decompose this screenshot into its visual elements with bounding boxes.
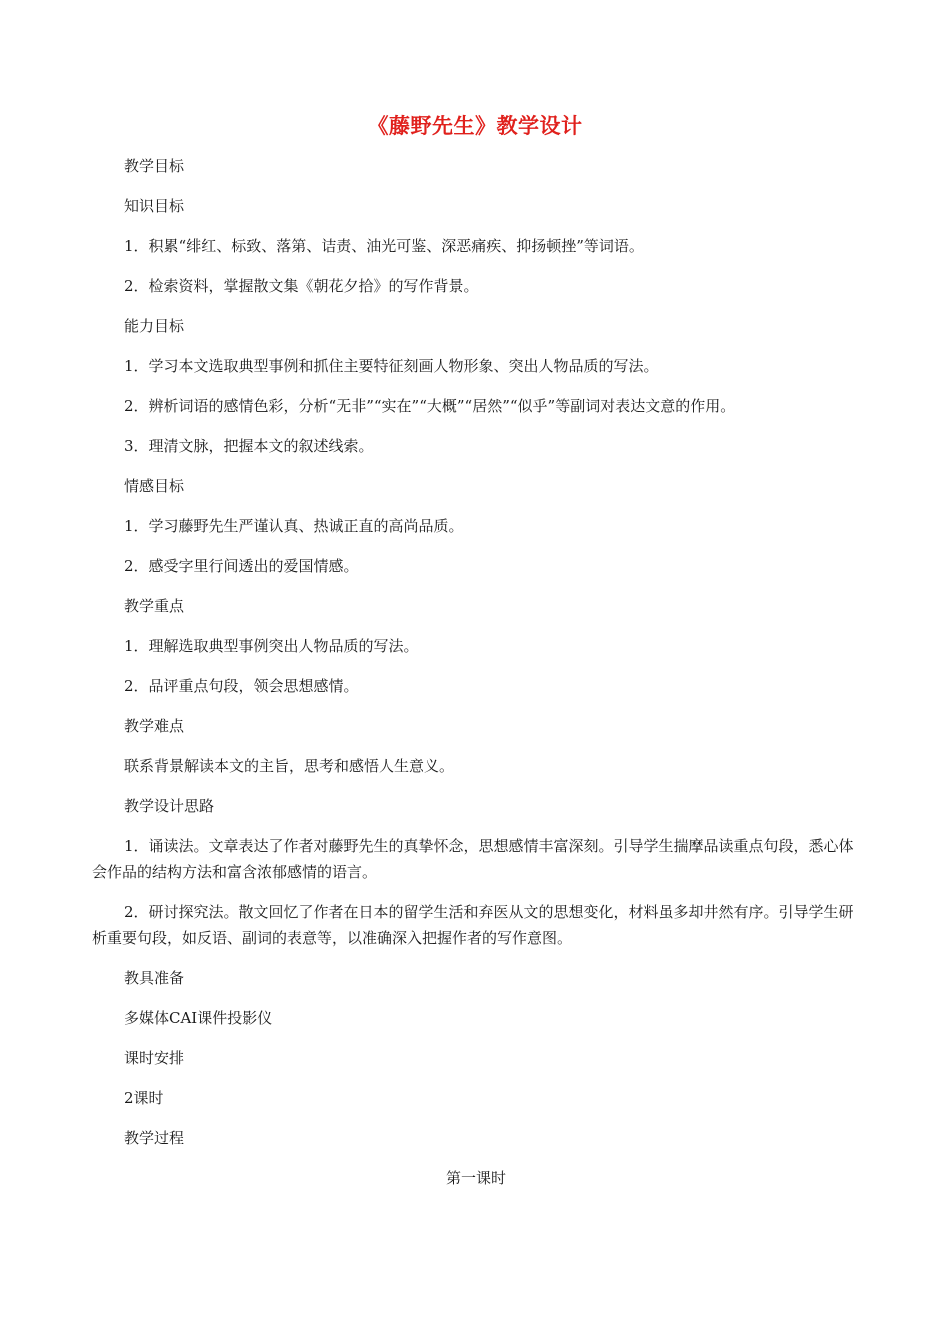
document-title: 《藤野先生》教学设计	[367, 113, 583, 138]
section-heading: 教具准备	[124, 969, 185, 987]
paragraph: 2课时	[124, 1089, 164, 1107]
paragraph: 1．理解选取典型事例突出人物品质的写法。	[124, 637, 419, 655]
section-heading: 教学难点	[124, 717, 185, 735]
paragraph: 1．积累“绯红、标致、落第、诘责、油光可鉴、深恶痛疾、抑扬顿挫”等词语。	[124, 237, 644, 255]
section-heading: 情感目标	[124, 477, 185, 495]
paragraph: 2．感受字里行间透出的爱国情感。	[124, 557, 359, 575]
paragraph: 3．理清文脉，把握本文的叙述线索。	[124, 437, 374, 455]
paragraph: 2．检索资料，掌握散文集《朝花夕拾》的写作背景。	[124, 277, 479, 295]
section-heading: 教学重点	[124, 597, 185, 615]
section-heading: 教学设计思路	[124, 797, 215, 815]
document-body	[92, 153, 860, 1205]
paragraph: 2．辨析词语的感情色彩，分析“无非”“实在”“大概”“居然”“似乎”等副词对表达文意的作用。	[124, 397, 736, 415]
section-heading: 课时安排	[124, 1049, 185, 1067]
section-heading: 教学目标	[124, 157, 185, 175]
paragraph: 2．研讨探究法。散文回忆了作者在日本的留学生活和弃医从文的思想变化，材料虽多却井然有序。引导学生研析重要句段，如反语、副词的表意等，以准确深入把握作者的写作意图。	[92, 903, 854, 947]
paragraph: 多媒体CAI课件投影仪	[124, 1009, 273, 1027]
paragraph: 2．品评重点句段，领会思想感情。	[124, 677, 359, 695]
paragraph: 联系背景解读本文的主旨，思考和感悟人生意义。	[124, 757, 455, 775]
section-heading: 教学过程	[124, 1129, 185, 1147]
paragraph: 1．诵读法。文章表达了作者对藤野先生的真挚怀念，思想感情丰富深刻。引导学生揣摩品读重点句段，悉心体会作品的结构方法和富含浓郁感情的语言。	[92, 837, 854, 881]
section-heading: 能力目标	[124, 317, 185, 335]
paragraph: 1．学习本文选取典型事例和抓住主要特征刻画人物形象、突出人物品质的写法。	[124, 357, 659, 375]
session-heading: 第一课时	[445, 1169, 506, 1187]
section-heading: 知识目标	[124, 197, 185, 215]
paragraph: 1．学习藤野先生严谨认真、热诚正直的高尚品质。	[124, 517, 464, 535]
